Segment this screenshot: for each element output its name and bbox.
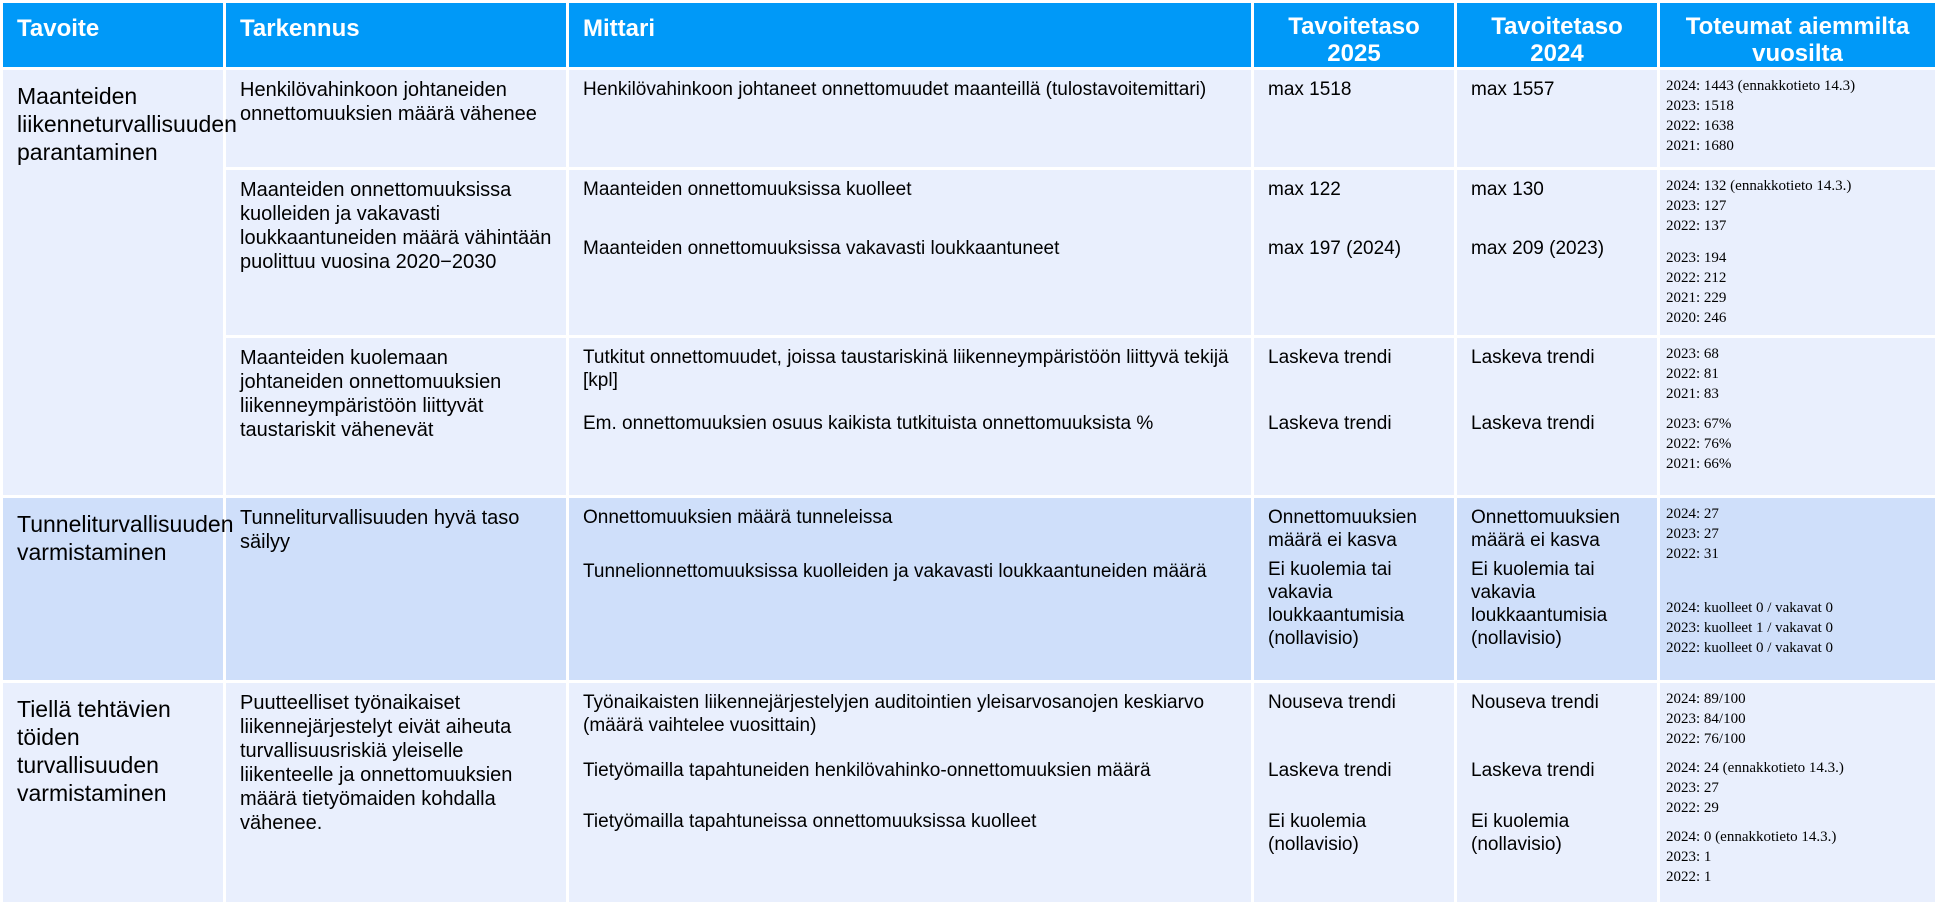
realized-line: 2022: 76% [1666,434,1929,454]
header-row [2,2,1935,69]
spec-cell: Puutteelliset työnaikaiset liikennejärjestelyt eivät aiheuta turvallisuusriskiä yleiselle liikenteelle ja onnettomuuksien määrä tietyömaiden kohdalla vähenee. [225,682,568,904]
realized-line: 2023: 84/100 [1666,709,1929,729]
realized-line: 2023: 27 [1666,524,1929,544]
realized-line: 2020: 246 [1666,308,1929,328]
spec-cell: Henkilövahinkoon johtaneiden onnettomuuksien määrä vähenee [225,69,568,169]
realized-line: 2024: kuolleet 0 / vakavat 0 [1666,598,1929,618]
realized-cell [1659,69,1935,169]
header-goal: Tavoite [2,2,225,69]
realized-line: 2024: 24 (ennakkotieto 14.3.) [1666,758,1929,778]
spec-cell: Tunneliturvallisuuden hyvä taso säilyy [225,497,568,682]
metric-cell [568,169,1253,337]
target-2025-cell [1253,69,1456,169]
realized-line: 2022: 81 [1666,364,1929,384]
metric-text: Tietyömailla tapahtuneiden henkilövahinko-onnettomuuksien määrä [583,759,1237,810]
target-2024-cell [1456,682,1659,904]
target-text: max 1518 [1268,78,1440,101]
realized-line: 2022: 76/100 [1666,729,1929,749]
target-text: max 122 [1268,178,1440,237]
target-text: Laskeva trendi [1471,759,1643,810]
realized-line: 2024: 0 (ennakkotieto 14.3.) [1666,827,1929,847]
target-text: Ei kuolemia tai vakavia loukkaantumisia (nollavisio) [1268,558,1440,650]
realized-line: 2022: 137 [1666,216,1929,236]
spec-cell: Maanteiden onnettomuuksissa kuolleiden ja vakavasti loukkaantuneiden määrä vähintään puolittuu vuosina 2020−2030 [225,169,568,337]
metric-text: Maanteiden onnettomuuksissa vakavasti loukkaantuneet [583,237,1237,260]
target-text: Laskeva trendi [1268,346,1440,412]
metric-cell [568,497,1253,682]
target-text: Onnettomuuksien määrä ei kasva [1471,506,1643,552]
realized-cell [1659,169,1935,337]
realized-line: 2021: 66% [1666,454,1929,474]
table-row [2,682,1935,904]
goal-cell: Maanteiden liikenneturvallisuuden parantaminen [2,69,225,497]
target-2025-cell [1253,682,1456,904]
target-2025-cell [1253,497,1456,682]
target-2024-cell [1456,497,1659,682]
realized-line: 2023: 27 [1666,778,1929,798]
metric-text: Maanteiden onnettomuuksissa kuolleet [583,178,1237,237]
realized-line: 2023: 1518 [1666,96,1929,116]
target-2024-cell [1456,169,1659,337]
metric-text: Em. onnettomuuksien osuus kaikista tutkituista onnettomuuksista % [583,412,1237,435]
goal-cell: Tiellä tehtävien töiden turvallisuuden varmistaminen [2,682,225,904]
table-row [2,169,1935,337]
target-2024-cell [1456,337,1659,497]
target-text: Laskeva trendi [1471,346,1643,412]
metric-text: Tunnelionnettomuuksissa kuolleiden ja vakavasti loukkaantuneiden määrä [583,560,1237,583]
metric-text: Henkilövahinkoon johtaneet onnettomuudet maanteillä (tulostavoitemittari) [583,78,1237,101]
target-text: Onnettomuuksien määrä ei kasva [1268,506,1440,552]
metric-cell [568,69,1253,169]
metric-text: Tietyömailla tapahtuneissa onnettomuuksissa kuolleet [583,810,1237,833]
target-2025-cell [1253,169,1456,337]
table-row [2,337,1935,497]
header-realized: Toteumat aiemmilta vuosilta [1659,2,1935,69]
realized-line: 2022: 1 [1666,867,1929,887]
realized-cell [1659,337,1935,497]
realized-line: 2021: 83 [1666,384,1929,404]
metric-text: Työnaikaisten liikennejärjestelyjen auditointien yleisarvosanojen keskiarvo (määrä vaihtelee vuosittain) [583,691,1237,759]
realized-line: 2023: 1 [1666,847,1929,867]
realized-line: 2023: kuolleet 1 / vakavat 0 [1666,618,1929,638]
target-text: max 209 (2023) [1471,237,1643,260]
realized-line: 2023: 127 [1666,196,1929,216]
table-row [2,497,1935,682]
realized-line: 2021: 229 [1666,288,1929,308]
metric-text: Onnettomuuksien määrä tunneleissa [583,506,1237,560]
realized-line: 2024: 1443 (ennakkotieto 14.3) [1666,76,1929,96]
realized-line: 2023: 67% [1666,414,1929,434]
target-text: Laskeva trendi [1268,412,1440,435]
realized-line: 2021: 1680 [1666,136,1929,156]
header-target-2025: Tavoitetaso 2025 [1253,2,1456,69]
metric-cell [568,337,1253,497]
realized-line: 2022: kuolleet 0 / vakavat 0 [1666,638,1929,658]
target-text: max 1557 [1471,78,1643,101]
realized-line: 2024: 27 [1666,504,1929,524]
target-text: Laskeva trendi [1268,759,1440,810]
target-text: max 130 [1471,178,1643,237]
realized-line: 2023: 68 [1666,344,1929,364]
target-text: Ei kuolemia (nollavisio) [1268,810,1440,856]
realized-line: 2022: 1638 [1666,116,1929,136]
target-2024-cell [1456,69,1659,169]
table-row [2,69,1935,169]
header-spec: Tarkennus [225,2,568,69]
target-text: Nouseva trendi [1268,691,1440,759]
target-text: Ei kuolemia tai vakavia loukkaantumisia (nollavisio) [1471,558,1643,650]
target-text: Laskeva trendi [1471,412,1643,435]
goal-cell: Tunneliturvallisuuden varmistaminen [2,497,225,682]
header-target-2024: Tavoitetaso 2024 [1456,2,1659,69]
target-text: Ei kuolemia (nollavisio) [1471,810,1643,856]
realized-line: 2022: 29 [1666,798,1929,818]
target-2025-cell [1253,337,1456,497]
target-text: max 197 (2024) [1268,237,1440,260]
realized-line: 2024: 132 (ennakkotieto 14.3.) [1666,176,1929,196]
header-metric: Mittari [568,2,1253,69]
realized-cell [1659,497,1935,682]
realized-line: 2022: 212 [1666,268,1929,288]
metric-text: Tutkitut onnettomuudet, joissa taustariskinä liikenneympäristöön liittyvä tekijä [kpl] [583,346,1237,412]
realized-line: 2023: 194 [1666,248,1929,268]
realized-line: 2024: 89/100 [1666,689,1929,709]
realized-cell [1659,682,1935,904]
realized-line: 2022: 31 [1666,544,1929,564]
spec-cell: Maanteiden kuolemaan johtaneiden onnettomuuksien liikenneympäristöön liittyvät taustariskit vähenevät [225,337,568,497]
target-text: Nouseva trendi [1471,691,1643,759]
metric-cell [568,682,1253,904]
